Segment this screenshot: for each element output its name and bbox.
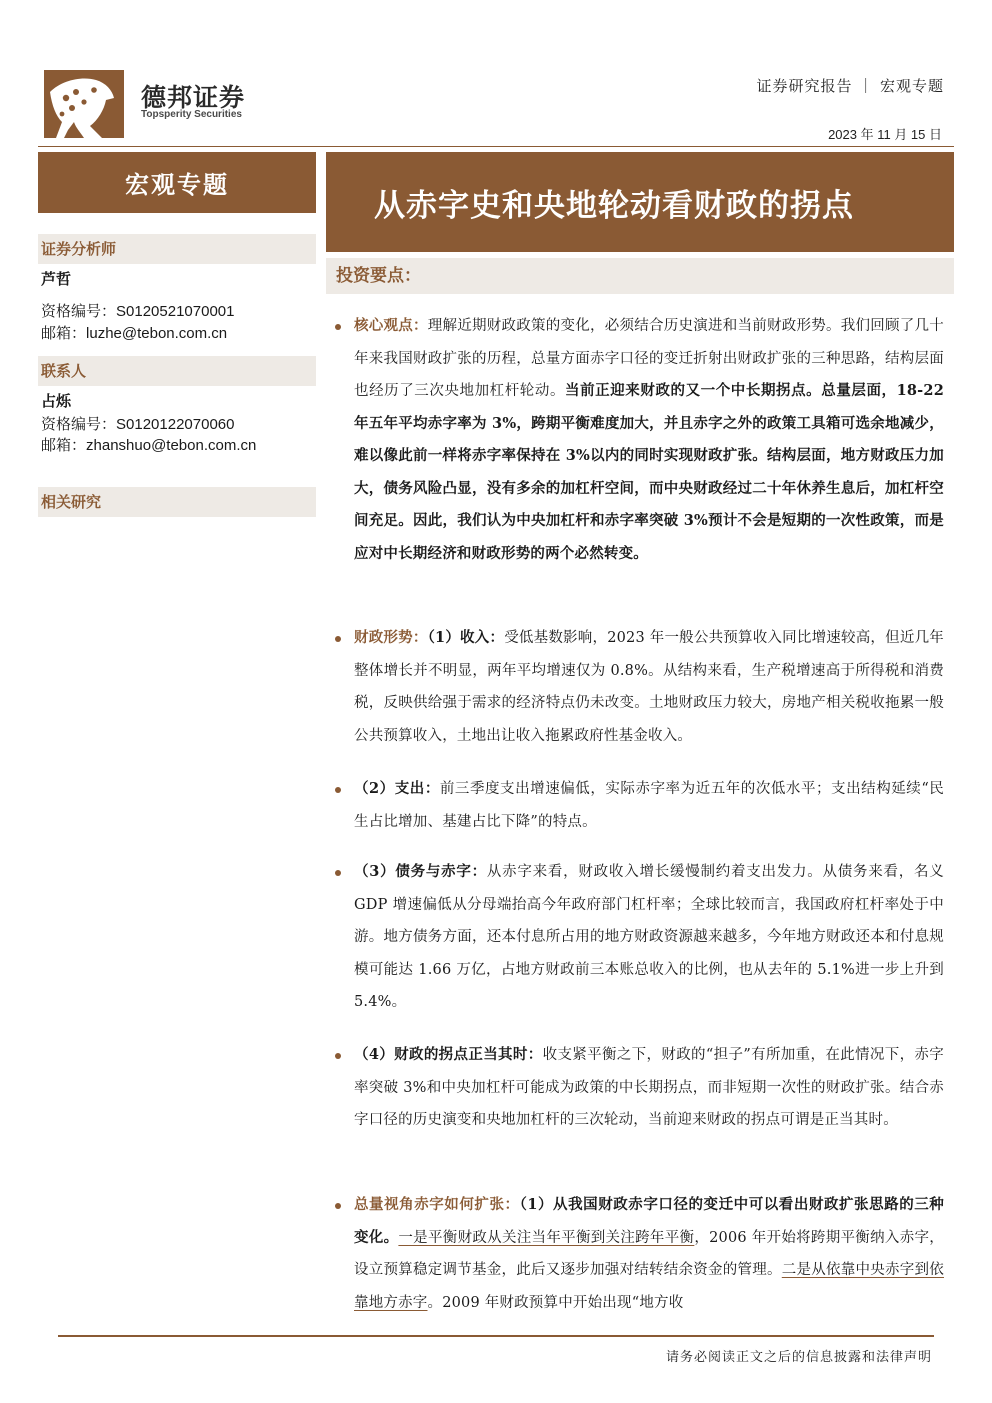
aggregate-view-paragraph <box>354 1189 944 1319</box>
category-banner: 宏观专题 <box>38 152 316 213</box>
contact-email <box>41 434 256 455</box>
para-bold-text: （1）从我国财政赤字口径的变迁中可以看出财政扩张思路的三种变化。 <box>354 1196 945 1246</box>
fiscal-income-paragraph <box>354 622 944 752</box>
bullet-icon <box>335 1203 341 1209</box>
contact-name: 占烁 <box>41 392 72 410</box>
para-label: 总量视角赤字如何扩张： <box>354 1196 520 1213</box>
tebon-logo <box>44 70 124 138</box>
para-text: 受低基数影响，2023 年一般公共预算收入同比增速较高，但近几年整体增长并不明显，两年平均增速仅为 0.8%。从结构来看，生产税增速高于所得税和消费税，反映供给强于需求的经济特点仍未改变。土地财政压力较大，房地产相关税收拖累一般公共预算收入，土地出让收入拖累政府性基金收入。 <box>354 630 944 744</box>
analyst-cert <box>41 300 234 321</box>
related-research-heading: 相关研究 <box>38 487 316 517</box>
bullet-icon <box>335 636 341 642</box>
brand-name-cn: 德邦证券 <box>141 83 246 112</box>
bullet-icon <box>335 787 341 793</box>
email-label: 邮箱： <box>41 436 87 454</box>
contact-cert <box>41 413 234 434</box>
analyst-email <box>41 322 227 343</box>
cert-label: 资格编号： <box>41 415 117 433</box>
bullet-icon <box>335 324 341 330</box>
para-subheading: （3）债务与赤字： <box>354 863 487 880</box>
footer-divider <box>58 1335 934 1337</box>
para-bold-text: 当前正迎来财政的又一个中长期拐点。总量层面，18-22 年五年平均赤字率为 3%，跨期平衡难度加大，并且赤字之外的政策工具箱可选余地减少，难以像此前一样将赤字率保持在 3%以内的同时实现财政扩张。结构层面，地方财政压力加大，债务风险凸显，没有多余的加杠杆空间，而中央财政经过二十年休养生息后，加杠杆空间充足。因此，我们认为中央加杠杆和赤字率突破 3%预计不会是短期的一次性政策，而是应对中长期经济和财政形势的两个必然转变。 <box>354 382 944 562</box>
header-divider <box>38 146 954 147</box>
para-text: 。2009 年财政预算中开始出现“地方收 <box>427 1294 684 1311</box>
cert-number: S0120521070001 <box>116 303 235 320</box>
para-text: 从赤字来看，财政收入增长缓慢制约着支出发力。从债务来看，名义 GDP 增速偏低从分母端抬高今年政府部门杠杆率；全球比较而言，我国政府杠杆率处于中游。地方债务方面，还本付息所占用的地方财政资源越来越多，今年地方财政还本和付息规模可能达 1.66 万亿，占地方财政前三本账总收入的比例，也从去年的 5.1%进一步上升到 5.4%。 <box>354 864 944 1010</box>
contact-heading: 联系人 <box>38 356 316 386</box>
para-label: 财政形势： <box>354 629 428 646</box>
para-subheading: （4）财政的拐点正当其时： <box>354 1046 543 1063</box>
analyst-heading: 证券分析师 <box>38 234 316 264</box>
bullet-icon <box>335 870 341 876</box>
fiscal-expenditure-paragraph <box>354 773 944 838</box>
underlined-point-2: 二是从依靠中央赤字到依靠地方赤字 <box>354 1262 944 1311</box>
para-text: 理解近期财政政策的变化，必须结合历史演进和当前财政形势。我们回顾了几十年来我国财政扩张的历程，总量方面赤字口径的变迁折射出财政扩张的三种思路，结构层面也经历了三次央地加杠杆轮动。 <box>354 318 945 399</box>
bullet-icon <box>335 1053 341 1059</box>
core-view-paragraph <box>354 310 944 570</box>
underlined-point-1: 一是平衡财政从关注当年平衡到关注跨年平衡 <box>398 1229 695 1246</box>
email-address[interactable]: luzhe@tebon.com.cn <box>86 325 228 342</box>
cert-number: S0120122070060 <box>116 416 235 433</box>
debt-deficit-paragraph <box>354 856 944 1019</box>
para-text: ，2006 年开始将跨期平衡纳入赤字，设立预算稳定调节基金，此后又逐步加强对结转结余资金的管理。 <box>354 1229 944 1278</box>
para-text: 收支紧平衡之下，财政的“担子”有所加重，在此情况下，赤字率突破 3%和中央加杠杆可能成为政策的中长期拐点，而非短期一次性的财政扩张。结合赤字口径的历史演变和央地加杠杆的三次轮动，当前迎来财政的拐点可谓是正当其时。 <box>354 1047 944 1128</box>
email-label: 邮箱： <box>41 324 87 342</box>
turning-point-paragraph <box>354 1039 944 1137</box>
cert-label: 资格编号： <box>41 302 117 320</box>
para-subheading: （1）收入： <box>427 629 505 646</box>
section-heading: 投资要点： <box>326 258 954 294</box>
report-date: 2023 年 11 月 15 日 <box>828 127 942 142</box>
brand-name-en: Topsperity Securities <box>141 109 242 120</box>
analyst-name: 芦哲 <box>41 270 72 288</box>
footer-disclaimer: 请务必阅读正文之后的信息披露和法律声明 <box>665 1350 932 1365</box>
para-subheading: （2）支出： <box>354 780 440 797</box>
para-text: 前三季度支出增速偏低，实际赤字率为近五年的次低水平；支出结构延续“民生占比增加、基建占比下降”的特点。 <box>354 781 944 830</box>
report-type: 证券研究报告 ｜ 宏观专题 <box>756 77 944 95</box>
email-address[interactable]: zhanshuo@tebon.com.cn <box>86 437 257 454</box>
report-title: 从赤字史和央地轮动看财政的拐点 <box>326 152 954 252</box>
para-label: 核心观点： <box>354 317 428 334</box>
